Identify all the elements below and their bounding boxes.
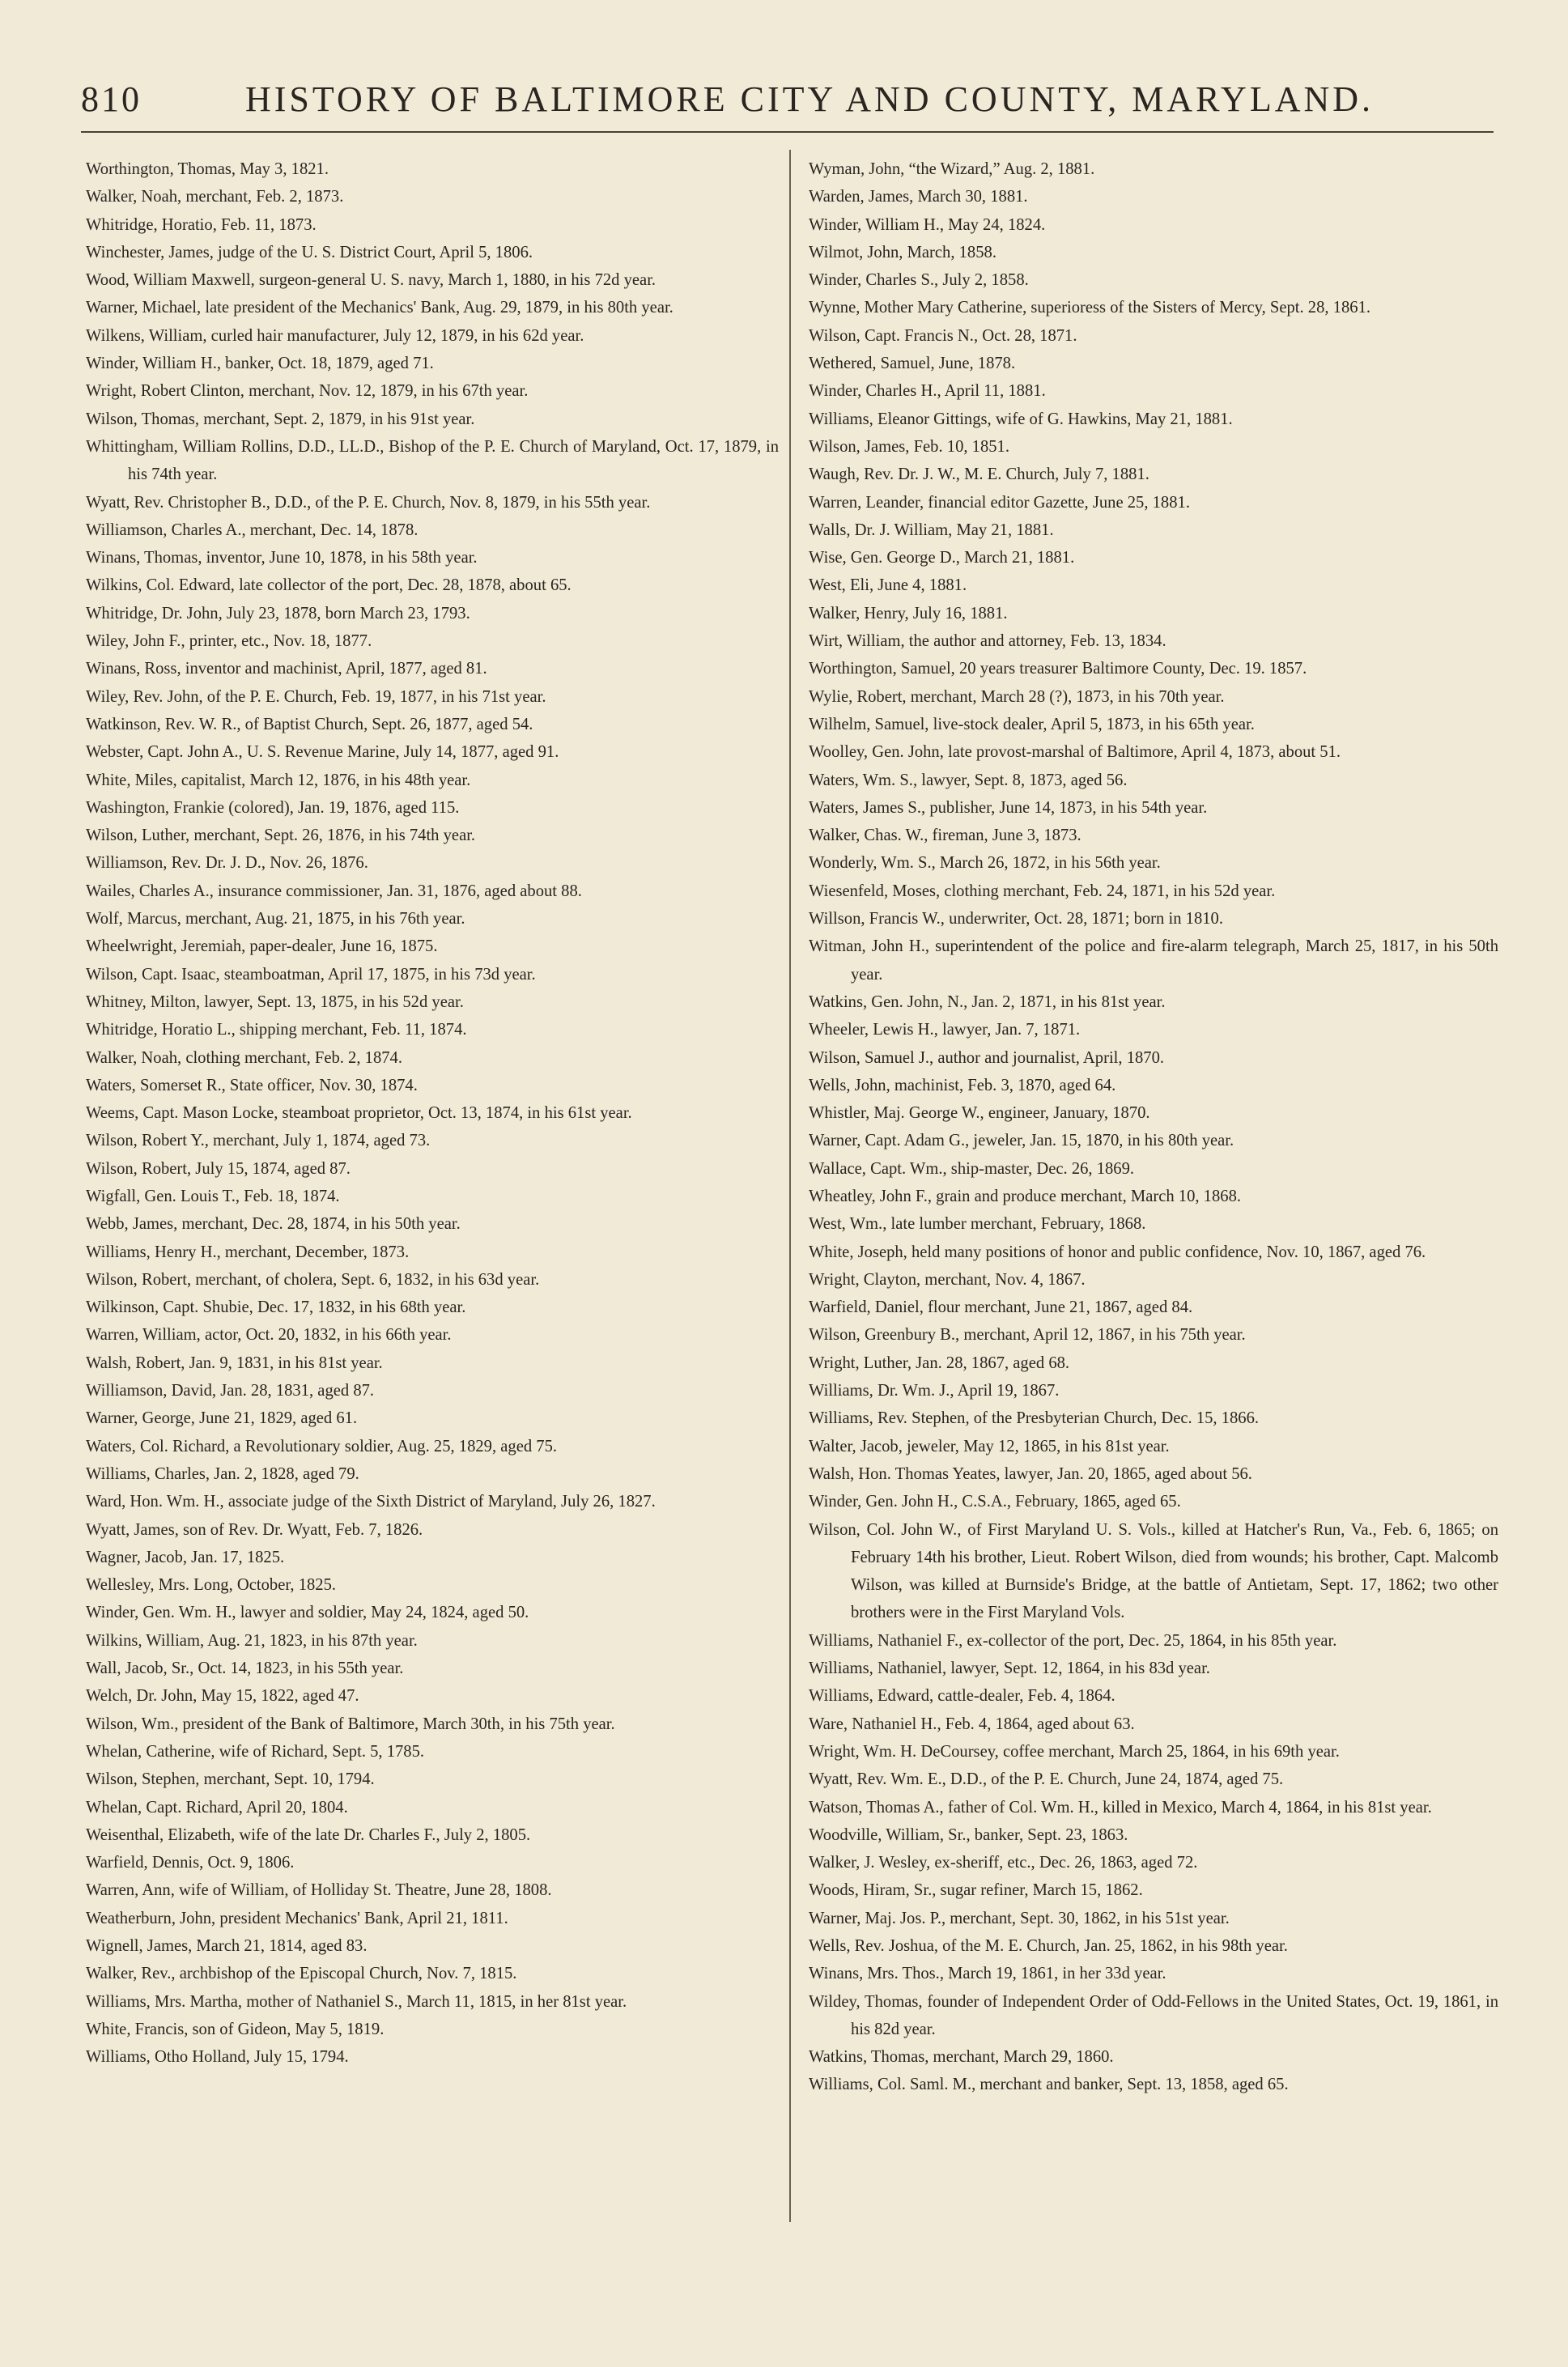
- obituary-entry: West, Eli, June 4, 1881.: [809, 576, 967, 595]
- obituary-entry: Waters, James S., publisher, June 14, 1873, in his 54th year.: [809, 798, 1208, 817]
- obituary-entry: Walls, Dr. J. William, May 21, 1881.: [809, 521, 1054, 539]
- obituary-entry: Waters, Somerset R., State officer, Nov. 30, 1874.: [86, 1076, 418, 1094]
- obituary-entry: Walsh, Robert, Jan. 9, 1831, in his 81st year.: [86, 1353, 383, 1372]
- obituary-entry: Wilson, Robert, July 15, 1874, aged 87.: [86, 1159, 351, 1178]
- obituary-entry: Wirt, William, the author and attorney, Feb. 13, 1834.: [809, 632, 1166, 651]
- obituary-entry: Weems, Capt. Mason Locke, steamboat proprietor, Oct. 13, 1874, in his 61st year.: [86, 1104, 632, 1123]
- obituary-entry: Warner, George, June 21, 1829, aged 61.: [86, 1409, 358, 1428]
- obituary-entry: Wagner, Jacob, Jan. 17, 1825.: [86, 1548, 285, 1566]
- obituary-entry: Winchester, James, judge of the U. S. District Court, April 5, 1806.: [86, 243, 533, 261]
- obituary-entry: Watson, Thomas A., father of Col. Wm. H., killed in Mexico, March 4, 1864, in his 81st year.: [809, 1798, 1432, 1817]
- obituary-entry: Whitridge, Horatio L., shipping merchant, Feb. 11, 1874.: [86, 1021, 467, 1039]
- obituary-entry: Williams, Col. Saml. M., merchant and banker, Sept. 13, 1858, aged 65.: [809, 2076, 1289, 2094]
- obituary-entry: Wilson, Samuel J., author and journalist, April, 1870.: [809, 1048, 1165, 1067]
- obituary-entry: Wilson, Wm., president of the Bank of Baltimore, March 30th, in his 75th year.: [86, 1715, 615, 1733]
- obituary-entry: Williamson, David, Jan. 28, 1831, aged 87.: [86, 1382, 375, 1400]
- obituary-entry: Williamson, Rev. Dr. J. D., Nov. 26, 1876.: [86, 854, 368, 873]
- obituary-entry: Watkins, Thomas, merchant, March 29, 1860.: [809, 2048, 1114, 2067]
- obituary-entry: Walker, J. Wesley, ex-sheriff, etc., Dec. 26, 1863, aged 72.: [809, 1854, 1198, 1872]
- obituary-entry: Williams, Mrs. Martha, mother of Nathaniel S., March 11, 1815, in her 81st year.: [86, 1992, 627, 2011]
- obituary-entry: Winder, William H., banker, Oct. 18, 1879, aged 71.: [86, 355, 434, 373]
- obituary-entry: Wheelwright, Jeremiah, paper-dealer, June 16, 1875.: [86, 937, 438, 956]
- obituary-entry: Wonderly, Wm. S., March 26, 1872, in his 56th year.: [809, 854, 1161, 873]
- obituary-entry: Winder, William H., May 24, 1824.: [809, 215, 1046, 234]
- column-divider: [789, 150, 791, 2222]
- obituary-entry: Webb, James, merchant, Dec. 28, 1874, in his 50th year.: [86, 1215, 461, 1234]
- obituary-entry: Wilson, James, Feb. 10, 1851.: [809, 437, 1009, 456]
- obituary-entry: Winder, Charles H., April 11, 1881.: [809, 382, 1046, 401]
- obituary-entry: Warren, Ann, wife of William, of Holliday St. Theatre, June 28, 1808.: [86, 1881, 552, 1900]
- obituary-entry: West, Wm., late lumber merchant, February, 1868.: [809, 1215, 1146, 1234]
- obituary-entry: Wilkinson, Capt. Shubie, Dec. 17, 1832, in his 68th year.: [86, 1298, 466, 1317]
- obituary-entry: Warner, Maj. Jos. P., merchant, Sept. 30, 1862, in his 51st year.: [809, 1909, 1230, 1927]
- obituary-entry: Worthington, Thomas, May 3, 1821.: [86, 160, 329, 178]
- obituary-entry: Warfield, Dennis, Oct. 9, 1806.: [86, 1854, 295, 1872]
- obituary-entry: Wilson, Col. John W., of First Maryland U. S. Vols., killed at Hatcher's Run, Va., Feb. 6, 1865; on February 14th his brother, Lieut. Robert Wilson, died from wounds; his brother, Capt. Malcomb Wilson, was killed at Burnside's Bridge, at the battle of Antietam, Sept. 17, 1862; two other brothers were in the First Maryland Vols.: [809, 1520, 1498, 1622]
- obituary-entry: White, Miles, capitalist, March 12, 1876, in his 48th year.: [86, 771, 471, 789]
- obituary-entry: Whelan, Capt. Richard, April 20, 1804.: [86, 1798, 348, 1817]
- obituary-entry: Warren, Leander, financial editor Gazette, June 25, 1881.: [809, 493, 1190, 512]
- obituary-entry: Wilson, Greenbury B., merchant, April 12, 1867, in his 75th year.: [809, 1326, 1246, 1345]
- page-number: 810: [81, 79, 142, 119]
- obituary-entry: Wright, Wm. H. DeCoursey, coffee merchant, March 25, 1864, in his 69th year.: [809, 1742, 1340, 1761]
- obituary-entry: Whitridge, Horatio, Feb. 11, 1873.: [86, 215, 317, 234]
- obituary-entry: Wheeler, Lewis H., lawyer, Jan. 7, 1871.: [809, 1021, 1081, 1039]
- obituary-entry: Whelan, Catherine, wife of Richard, Sept. 5, 1785.: [86, 1742, 425, 1761]
- obituary-entry: Winans, Ross, inventor and machinist, April, 1877, aged 81.: [86, 660, 487, 678]
- obituary-entry: Witman, John H., superintendent of the police and fire-alarm telegraph, March 25, 1817, in his 50th year.: [809, 937, 1498, 984]
- obituary-entry: Wyatt, Rev. Christopher B., D.D., of the P. E. Church, Nov. 8, 1879, in his 55th year.: [86, 493, 651, 512]
- obituary-entry: Wiley, Rev. John, of the P. E. Church, Feb. 19, 1877, in his 71st year.: [86, 687, 546, 706]
- obituary-entry: Waugh, Rev. Dr. J. W., M. E. Church, July 7, 1881.: [809, 465, 1149, 484]
- obituary-entry: Warner, Michael, late president of the Mechanics' Bank, Aug. 29, 1879, in his 80th year.: [86, 299, 674, 317]
- obituary-entry: Whitney, Milton, lawyer, Sept. 13, 1875, in his 52d year.: [86, 992, 464, 1011]
- obituary-entry: Wellesley, Mrs. Long, October, 1825.: [86, 1576, 337, 1595]
- obituary-entry: Walker, Noah, merchant, Feb. 2, 1873.: [86, 188, 344, 206]
- right-column: [809, 155, 1498, 2099]
- obituary-entry: Walker, Henry, July 16, 1881.: [809, 604, 1008, 623]
- obituary-entry: Wethered, Samuel, June, 1878.: [809, 355, 1016, 373]
- obituary-entry: Whittingham, William Rollins, D.D., LL.D., Bishop of the P. E. Church of Maryland, Oct. 17, 1879, in his 74th year.: [86, 437, 779, 484]
- obituary-entry: Worthington, Samuel, 20 years treasurer Baltimore County, Dec. 19. 1857.: [809, 660, 1307, 678]
- obituary-entry: Winder, Gen. Wm. H., lawyer and soldier, May 24, 1824, aged 50.: [86, 1604, 529, 1622]
- obituary-entry: Wilson, Thomas, merchant, Sept. 2, 1879, in his 91st year.: [86, 410, 475, 428]
- obituary-entry: Wyatt, James, son of Rev. Dr. Wyatt, Feb. 7, 1826.: [86, 1520, 423, 1539]
- obituary-entry: Wignell, James, March 21, 1814, aged 83.: [86, 1937, 368, 1955]
- obituary-entry: Wells, Rev. Joshua, of the M. E. Church, Jan. 25, 1862, in his 98th year.: [809, 1937, 1288, 1955]
- obituary-entry: Winder, Gen. John H., C.S.A., February, 1865, aged 65.: [809, 1493, 1181, 1511]
- obituary-entry: Wilson, Robert, merchant, of cholera, Sept. 6, 1832, in his 63d year.: [86, 1270, 540, 1289]
- obituary-entry: Wilson, Capt. Francis N., Oct. 28, 1871.: [809, 326, 1077, 345]
- obituary-entry: Wynne, Mother Mary Catherine, superioress of the Sisters of Mercy, Sept. 28, 1861.: [809, 299, 1371, 317]
- obituary-entry: Williams, Eleanor Gittings, wife of G. Hawkins, May 21, 1881.: [809, 410, 1233, 428]
- obituary-entry: Warfield, Daniel, flour merchant, June 21, 1867, aged 84.: [809, 1298, 1193, 1317]
- obituary-entry: Wyman, John, “the Wizard,” Aug. 2, 1881.: [809, 160, 1095, 178]
- obituary-entry: Wood, William Maxwell, surgeon-general U. S. navy, March 1, 1880, in his 72d year.: [86, 271, 657, 290]
- obituary-entry: Williams, Henry H., merchant, December, 1873.: [86, 1243, 410, 1261]
- obituary-entry: Wells, John, machinist, Feb. 3, 1870, aged 64.: [809, 1076, 1116, 1094]
- obituary-entry: Warren, William, actor, Oct. 20, 1832, in his 66th year.: [86, 1326, 452, 1345]
- obituary-entry: Williams, Nathaniel, lawyer, Sept. 12, 1864, in his 83d year.: [809, 1659, 1210, 1678]
- obituary-entry: Watkins, Gen. John, N., Jan. 2, 1871, in his 81st year.: [809, 992, 1166, 1011]
- obituary-entry: Woods, Hiram, Sr., sugar refiner, March 15, 1862.: [809, 1881, 1143, 1900]
- obituary-entry: Whitridge, Dr. John, July 23, 1878, born March 23, 1793.: [86, 604, 470, 623]
- page-header: [81, 71, 1457, 120]
- obituary-entry: Winder, Charles S., July 2, 1858.: [809, 271, 1029, 290]
- obituary-entry: Williams, Rev. Stephen, of the Presbyterian Church, Dec. 15, 1866.: [809, 1409, 1260, 1428]
- obituary-entry: Whistler, Maj. George W., engineer, January, 1870.: [809, 1104, 1150, 1123]
- obituary-entry: Welch, Dr. John, May 15, 1822, aged 47.: [86, 1687, 359, 1706]
- obituary-entry: Walsh, Hon. Thomas Yeates, lawyer, Jan. 20, 1865, aged about 56.: [809, 1464, 1252, 1483]
- obituary-entry: Warner, Capt. Adam G., jeweler, Jan. 15, 1870, in his 80th year.: [809, 1132, 1234, 1150]
- obituary-entry: Wilmot, John, March, 1858.: [809, 243, 996, 261]
- obituary-entry: Wigfall, Gen. Louis T., Feb. 18, 1874.: [86, 1187, 340, 1205]
- obituary-entry: Wilson, Stephen, merchant, Sept. 10, 1794.: [86, 1770, 375, 1789]
- obituary-entry: Warden, James, March 30, 1881.: [809, 188, 1028, 206]
- obituary-entry: Wilkens, William, curled hair manufacturer, July 12, 1879, in his 62d year.: [86, 326, 584, 345]
- obituary-entry: Williamson, Charles A., merchant, Dec. 14, 1878.: [86, 521, 419, 539]
- obituary-entry: Woodville, William, Sr., banker, Sept. 23, 1863.: [809, 1825, 1128, 1844]
- running-title: HISTORY OF BALTIMORE CITY AND COUNTY, MARYLAND.: [244, 79, 1375, 119]
- obituary-entry: Wright, Luther, Jan. 28, 1867, aged 68.: [809, 1353, 1070, 1372]
- obituary-entry: Winans, Mrs. Thos., March 19, 1861, in her 33d year.: [809, 1965, 1166, 1983]
- obituary-entry: Weatherburn, John, president Mechanics' Bank, April 21, 1811.: [86, 1909, 508, 1927]
- obituary-entry: Weisenthal, Elizabeth, wife of the late Dr. Charles F., July 2, 1805.: [86, 1825, 531, 1844]
- obituary-entry: Wright, Clayton, merchant, Nov. 4, 1867.: [809, 1270, 1086, 1289]
- obituary-entry: Willson, Francis W., underwriter, Oct. 28, 1871; born in 1810.: [809, 910, 1223, 929]
- obituary-entry: Walker, Rev., archbishop of the Episcopal Church, Nov. 7, 1815.: [86, 1965, 517, 1983]
- obituary-entry: Williams, Charles, Jan. 2, 1828, aged 79.: [86, 1464, 359, 1483]
- obituary-entry: White, Joseph, held many positions of honor and public confidence, Nov. 10, 1867, aged 76.: [809, 1243, 1426, 1261]
- obituary-entry: Wylie, Robert, merchant, March 28 (?), 1873, in his 70th year.: [809, 687, 1225, 706]
- obituary-entry: Wall, Jacob, Sr., Oct. 14, 1823, in his 55th year.: [86, 1659, 404, 1678]
- obituary-entry: Wildey, Thomas, founder of Independent Order of Odd-Fellows in the United States, Oct. 19, 1861, in his 82d year.: [809, 1992, 1498, 2038]
- obituary-entry: Williams, Otho Holland, July 15, 1794.: [86, 2048, 349, 2067]
- obituary-entry: Woolley, Gen. John, late provost-marshal of Baltimore, April 4, 1873, about 51.: [809, 743, 1341, 762]
- obituary-entry: Webster, Capt. John A., U. S. Revenue Marine, July 14, 1877, aged 91.: [86, 743, 559, 762]
- obituary-entry: Wilkins, William, Aug. 21, 1823, in his 87th year.: [86, 1631, 418, 1650]
- obituary-entry: Wheatley, John F., grain and produce merchant, March 10, 1868.: [809, 1187, 1242, 1205]
- obituary-entry: Williams, Edward, cattle-dealer, Feb. 4, 1864.: [809, 1687, 1115, 1706]
- obituary-entry: Wise, Gen. George D., March 21, 1881.: [809, 549, 1075, 567]
- obituary-entry: Wiesenfeld, Moses, clothing merchant, Feb. 24, 1871, in his 52d year.: [809, 882, 1276, 900]
- obituary-entry: Washington, Frankie (colored), Jan. 19, 1876, aged 115.: [86, 798, 460, 817]
- obituary-entry: Winans, Thomas, inventor, June 10, 1878, in his 58th year.: [86, 549, 478, 567]
- obituary-entry: Wilson, Luther, merchant, Sept. 26, 1876, in his 74th year.: [86, 827, 476, 845]
- obituary-entry: Walter, Jacob, jeweler, May 12, 1865, in his 81st year.: [809, 1437, 1170, 1455]
- obituary-entry: Wallace, Capt. Wm., ship-master, Dec. 26, 1869.: [809, 1159, 1135, 1178]
- obituary-entry: Ware, Nathaniel H., Feb. 4, 1864, aged about 63.: [809, 1715, 1135, 1733]
- obituary-entry: White, Francis, son of Gideon, May 5, 1819.: [86, 2020, 385, 2038]
- left-column: [86, 155, 779, 2071]
- obituary-entry: Waters, Wm. S., lawyer, Sept. 8, 1873, aged 56.: [809, 771, 1128, 789]
- obituary-entry: Williams, Nathaniel F., ex-collector of the port, Dec. 25, 1864, in his 85th year.: [809, 1631, 1337, 1650]
- obituary-entry: Wailes, Charles A., insurance commissioner, Jan. 31, 1876, aged about 88.: [86, 882, 582, 900]
- obituary-entry: Wyatt, Rev. Wm. E., D.D., of the P. E. Church, June 24, 1874, aged 75.: [809, 1770, 1284, 1789]
- obituary-entry: Wilson, Capt. Isaac, steamboatman, April 17, 1875, in his 73d year.: [86, 965, 536, 984]
- obituary-entry: Wilson, Robert Y., merchant, July 1, 1874, aged 73.: [86, 1132, 431, 1150]
- obituary-entry: Williams, Dr. Wm. J., April 19, 1867.: [809, 1382, 1060, 1400]
- obituary-entry: Waters, Col. Richard, a Revolutionary soldier, Aug. 25, 1829, aged 75.: [86, 1437, 558, 1455]
- obituary-entry: Wiley, John F., printer, etc., Nov. 18, 1877.: [86, 632, 372, 651]
- obituary-entry: Walker, Noah, clothing merchant, Feb. 2, 1874.: [86, 1048, 402, 1067]
- obituary-entry: Wilkins, Col. Edward, late collector of the port, Dec. 28, 1878, about 65.: [86, 576, 572, 595]
- obituary-entry: Wolf, Marcus, merchant, Aug. 21, 1875, in his 76th year.: [86, 910, 465, 929]
- obituary-entry: Watkinson, Rev. W. R., of Baptist Church, Sept. 26, 1877, aged 54.: [86, 715, 533, 733]
- obituary-entry: Walker, Chas. W., fireman, June 3, 1873.: [809, 827, 1081, 845]
- obituary-entry: Ward, Hon. Wm. H., associate judge of the Sixth District of Maryland, July 26, 1827.: [86, 1493, 656, 1511]
- obituary-entry: Wright, Robert Clinton, merchant, Nov. 12, 1879, in his 67th year.: [86, 382, 529, 401]
- header-rule: [81, 131, 1494, 133]
- obituary-entry: Wilhelm, Samuel, live-stock dealer, April 5, 1873, in his 65th year.: [809, 715, 1255, 733]
